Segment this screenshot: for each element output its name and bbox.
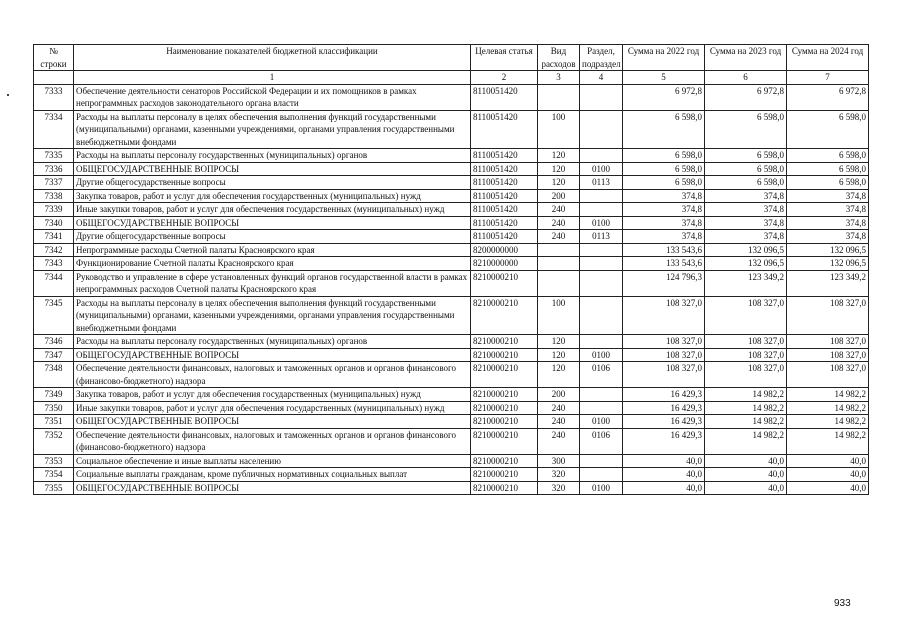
expense-type-code: 320 — [538, 468, 580, 482]
section-code: 0100 — [580, 481, 623, 495]
sum-2022: 16 429,3 — [623, 415, 705, 429]
indicator-name: Другие общегосударственные вопросы — [74, 230, 471, 244]
expense-type-code: 120 — [538, 176, 580, 190]
target-item-code: 8210000210 — [471, 415, 538, 429]
expense-type-code: 120 — [538, 348, 580, 362]
column-number: 6 — [705, 71, 787, 85]
table-row — [34, 468, 869, 482]
sum-2022: 374,8 — [623, 216, 705, 230]
sum-2023: 374,8 — [705, 203, 787, 217]
sum-2024: 6 598,0 — [787, 162, 869, 176]
row-number: 7341 — [34, 230, 74, 244]
row-number: 7355 — [34, 481, 74, 495]
sum-2024: 374,8 — [787, 189, 869, 203]
sum-2023: 6 972,8 — [705, 84, 787, 110]
sum-2023: 14 982,2 — [705, 388, 787, 402]
expense-type-code: 240 — [538, 203, 580, 217]
row-number: 7346 — [34, 335, 74, 349]
row-number: 7349 — [34, 388, 74, 402]
indicator-name: Социальное обеспечение и иные выплаты населению — [74, 454, 471, 468]
sum-2024: 108 327,0 — [787, 348, 869, 362]
header-expense-type: Вид расходов — [538, 45, 580, 71]
expense-type-code: 100 — [538, 110, 580, 149]
row-number: 7339 — [34, 203, 74, 217]
indicator-name: Расходы на выплаты персоналу государственных (муниципальных) органов — [74, 335, 471, 349]
indicator-name: ОБЩЕГОСУДАРСТВЕННЫЕ ВОПРОСЫ — [74, 348, 471, 362]
expense-type-code: 320 — [538, 481, 580, 495]
section-code — [580, 401, 623, 415]
target-item-code: 8110051420 — [471, 216, 538, 230]
sum-2022: 16 429,3 — [623, 428, 705, 454]
sum-2022: 108 327,0 — [623, 335, 705, 349]
indicator-name: Расходы на выплаты персоналу в целях обеспечения выполнения функций государственными (муниципальными) органами, казенными учреждениями, органами управления государственными внебюджетными фондами — [74, 296, 471, 335]
table-row — [34, 189, 869, 203]
row-number: 7354 — [34, 468, 74, 482]
sum-2022: 6 972,8 — [623, 84, 705, 110]
section-code: 0106 — [580, 428, 623, 454]
expense-type-code: 240 — [538, 428, 580, 454]
section-code — [580, 149, 623, 163]
sum-2022: 108 327,0 — [623, 362, 705, 388]
sum-2023: 40,0 — [705, 468, 787, 482]
sum-2022: 6 598,0 — [623, 162, 705, 176]
column-number: 5 — [623, 71, 705, 85]
section-code: 0100 — [580, 348, 623, 362]
sum-2023: 6 598,0 — [705, 110, 787, 149]
table-row — [34, 481, 869, 495]
row-number: 7350 — [34, 401, 74, 415]
indicator-name: Обеспечение деятельности сенаторов Российской Федерации и их помощников в рамках непрограммных расходов законодательного органа власти — [74, 84, 471, 110]
expense-type-code — [538, 270, 580, 296]
row-number: 7345 — [34, 296, 74, 335]
table-row — [34, 335, 869, 349]
row-number: 7351 — [34, 415, 74, 429]
target-item-code: 8110051420 — [471, 84, 538, 110]
expense-type-code: 240 — [538, 415, 580, 429]
sum-2022: 40,0 — [623, 481, 705, 495]
table-row — [34, 257, 869, 271]
sum-2024: 14 982,2 — [787, 428, 869, 454]
target-item-code: 8110051420 — [471, 203, 538, 217]
header-target-item: Целевая статья — [471, 45, 538, 71]
indicator-name: ОБЩЕГОСУДАРСТВЕННЫЕ ВОПРОСЫ — [74, 216, 471, 230]
row-number: 7335 — [34, 149, 74, 163]
header-sum-2024: Сумма на 2024 год — [787, 45, 869, 71]
sum-2022: 6 598,0 — [623, 149, 705, 163]
expense-type-code: 240 — [538, 230, 580, 244]
indicator-name: Обеспечение деятельности финансовых, налоговых и таможенных органов и органов финансового (финансово-бюджетного) надзора — [74, 428, 471, 454]
indicator-name: ОБЩЕГОСУДАРСТВЕННЫЕ ВОПРОСЫ — [74, 481, 471, 495]
sum-2023: 6 598,0 — [705, 176, 787, 190]
sum-2023: 132 096,5 — [705, 243, 787, 257]
target-item-code: 8210000210 — [471, 335, 538, 349]
sum-2024: 132 096,5 — [787, 257, 869, 271]
sum-2023: 374,8 — [705, 189, 787, 203]
sum-2022: 6 598,0 — [623, 176, 705, 190]
row-number: 7337 — [34, 176, 74, 190]
indicator-name: Иные закупки товаров, работ и услуг для обеспечения государственных (муниципальных) нужд — [74, 401, 471, 415]
table-row — [34, 110, 869, 149]
table-row — [34, 176, 869, 190]
expense-type-code: 240 — [538, 401, 580, 415]
indicator-name: ОБЩЕГОСУДАРСТВЕННЫЕ ВОПРОСЫ — [74, 162, 471, 176]
sum-2024: 40,0 — [787, 454, 869, 468]
sum-2024: 374,8 — [787, 216, 869, 230]
sum-2023: 14 982,2 — [705, 415, 787, 429]
header-sum-2022: Сумма на 2022 год — [623, 45, 705, 71]
sum-2024: 40,0 — [787, 468, 869, 482]
section-code — [580, 203, 623, 217]
sum-2023: 6 598,0 — [705, 149, 787, 163]
target-item-code: 8110051420 — [471, 176, 538, 190]
sum-2024: 108 327,0 — [787, 296, 869, 335]
sum-2022: 16 429,3 — [623, 388, 705, 402]
section-code: 0100 — [580, 415, 623, 429]
indicator-name: Социальные выплаты гражданам, кроме публичных нормативных социальных выплат — [74, 468, 471, 482]
sum-2023: 108 327,0 — [705, 335, 787, 349]
table-row — [34, 415, 869, 429]
row-number: 7342 — [34, 243, 74, 257]
expense-type-code: 200 — [538, 189, 580, 203]
target-item-code: 8200000000 — [471, 243, 538, 257]
expense-type-code: 100 — [538, 296, 580, 335]
table-row — [34, 84, 869, 110]
expense-type-code: 240 — [538, 216, 580, 230]
sum-2023: 123 349,2 — [705, 270, 787, 296]
target-item-code: 8210000210 — [471, 348, 538, 362]
sum-2024: 40,0 — [787, 481, 869, 495]
budget-sheet — [33, 44, 869, 495]
target-item-code: 8210000210 — [471, 468, 538, 482]
header-section: Раздел, подраздел — [580, 45, 623, 71]
table-row — [34, 362, 869, 388]
section-code — [580, 468, 623, 482]
target-item-code: 8210000210 — [471, 362, 538, 388]
indicator-name: Другие общегосударственные вопросы — [74, 176, 471, 190]
expense-type-code: 120 — [538, 362, 580, 388]
target-item-code: 8110051420 — [471, 149, 538, 163]
section-code — [580, 335, 623, 349]
row-number: 7352 — [34, 428, 74, 454]
section-code: 0106 — [580, 362, 623, 388]
sum-2024: 132 096,5 — [787, 243, 869, 257]
target-item-code: 8210000210 — [471, 270, 538, 296]
table-row — [34, 296, 869, 335]
table-row — [34, 149, 869, 163]
target-item-code: 8210000210 — [471, 481, 538, 495]
indicator-name: Закупка товаров, работ и услуг для обеспечения государственных (муниципальных) нужд — [74, 388, 471, 402]
column-number: 3 — [538, 71, 580, 85]
column-number: 4 — [580, 71, 623, 85]
sum-2024: 123 349,2 — [787, 270, 869, 296]
sum-2024: 14 982,2 — [787, 388, 869, 402]
expense-type-code: 120 — [538, 162, 580, 176]
column-number: 1 — [74, 71, 471, 85]
sum-2022: 374,8 — [623, 189, 705, 203]
table-row — [34, 203, 869, 217]
section-code: 0113 — [580, 230, 623, 244]
sum-2024: 6 598,0 — [787, 110, 869, 149]
row-number: 7340 — [34, 216, 74, 230]
table-row — [34, 216, 869, 230]
sum-2022: 6 598,0 — [623, 110, 705, 149]
target-item-code: 8210000210 — [471, 388, 538, 402]
table-row — [34, 348, 869, 362]
sum-2024: 6 972,8 — [787, 84, 869, 110]
sum-2023: 40,0 — [705, 481, 787, 495]
table-row — [34, 428, 869, 454]
sum-2024: 374,8 — [787, 203, 869, 217]
expense-type-code: 120 — [538, 149, 580, 163]
indicator-name: Функционирование Счетной палаты Красноярского края — [74, 257, 471, 271]
header-row-number: № строки — [34, 45, 74, 71]
sum-2023: 14 982,2 — [705, 401, 787, 415]
section-code — [580, 257, 623, 271]
row-number: 7343 — [34, 257, 74, 271]
section-code — [580, 454, 623, 468]
sum-2022: 374,8 — [623, 203, 705, 217]
table-row — [34, 230, 869, 244]
row-number: 7334 — [34, 110, 74, 149]
target-item-code: 8110051420 — [471, 189, 538, 203]
column-number-row — [34, 71, 869, 85]
sum-2024: 6 598,0 — [787, 149, 869, 163]
table-row — [34, 270, 869, 296]
target-item-code: 8110051420 — [471, 230, 538, 244]
scan-dot — [7, 94, 9, 96]
header-sum-2023: Сумма на 2023 год — [705, 45, 787, 71]
indicator-name: Закупка товаров, работ и услуг для обеспечения государственных (муниципальных) нужд — [74, 189, 471, 203]
table-row — [34, 243, 869, 257]
row-number: 7348 — [34, 362, 74, 388]
sum-2023: 132 096,5 — [705, 257, 787, 271]
sum-2024: 374,8 — [787, 230, 869, 244]
budget-table — [33, 44, 869, 495]
target-item-code: 8210000000 — [471, 257, 538, 271]
sum-2022: 108 327,0 — [623, 296, 705, 335]
sum-2022: 40,0 — [623, 454, 705, 468]
row-number: 7353 — [34, 454, 74, 468]
indicator-name: Расходы на выплаты персоналу государственных (муниципальных) органов — [74, 149, 471, 163]
expense-type-code: 200 — [538, 388, 580, 402]
table-row — [34, 388, 869, 402]
target-item-code: 8110051420 — [471, 110, 538, 149]
section-code — [580, 243, 623, 257]
table-body — [34, 84, 869, 495]
row-number: 7344 — [34, 270, 74, 296]
sum-2024: 108 327,0 — [787, 335, 869, 349]
target-item-code: 8210000210 — [471, 401, 538, 415]
sum-2023: 40,0 — [705, 454, 787, 468]
sum-2022: 124 796,3 — [623, 270, 705, 296]
section-code: 0113 — [580, 176, 623, 190]
table-row — [34, 162, 869, 176]
section-code — [580, 270, 623, 296]
sum-2023: 374,8 — [705, 230, 787, 244]
sum-2024: 14 982,2 — [787, 401, 869, 415]
expense-type-code — [538, 84, 580, 110]
row-number: 7336 — [34, 162, 74, 176]
sum-2023: 14 982,2 — [705, 428, 787, 454]
sum-2022: 16 429,3 — [623, 401, 705, 415]
sum-2022: 108 327,0 — [623, 348, 705, 362]
indicator-name: Непрограммные расходы Счетной палаты Красноярского края — [74, 243, 471, 257]
expense-type-code: 120 — [538, 335, 580, 349]
expense-type-code: 300 — [538, 454, 580, 468]
column-number: 2 — [471, 71, 538, 85]
sum-2023: 374,8 — [705, 216, 787, 230]
indicator-name: Обеспечение деятельности финансовых, налоговых и таможенных органов и органов финансового (финансово-бюджетного) надзора — [74, 362, 471, 388]
sum-2024: 6 598,0 — [787, 176, 869, 190]
header-indicator-name: Наименование показателей бюджетной классификации — [74, 45, 471, 71]
sum-2024: 14 982,2 — [787, 415, 869, 429]
page-number: 933 — [834, 598, 851, 609]
sum-2023: 108 327,0 — [705, 348, 787, 362]
indicator-name: Расходы на выплаты персоналу в целях обеспечения выполнения функций государственными (муниципальными) органами, казенными учреждениями, органами управления государственными внебюджетными фондами — [74, 110, 471, 149]
sum-2022: 374,8 — [623, 230, 705, 244]
target-item-code: 8210000210 — [471, 454, 538, 468]
section-code: 0100 — [580, 216, 623, 230]
target-item-code: 8210000210 — [471, 296, 538, 335]
expense-type-code — [538, 257, 580, 271]
sum-2022: 40,0 — [623, 468, 705, 482]
sum-2024: 108 327,0 — [787, 362, 869, 388]
section-code — [580, 189, 623, 203]
table-row — [34, 401, 869, 415]
section-code — [580, 110, 623, 149]
section-code — [580, 296, 623, 335]
table-header-row — [34, 45, 869, 71]
indicator-name: Руководство и управление в сфере установленных функций органов государственной власти в рамках непрограммных расходов Счетной палаты Красноярского края — [74, 270, 471, 296]
target-item-code: 8210000210 — [471, 428, 538, 454]
sum-2023: 108 327,0 — [705, 296, 787, 335]
indicator-name: ОБЩЕГОСУДАРСТВЕННЫЕ ВОПРОСЫ — [74, 415, 471, 429]
row-number: 7338 — [34, 189, 74, 203]
row-number: 7333 — [34, 84, 74, 110]
table-row — [34, 454, 869, 468]
target-item-code: 8110051420 — [471, 162, 538, 176]
expense-type-code — [538, 243, 580, 257]
column-number: 7 — [787, 71, 869, 85]
section-code — [580, 388, 623, 402]
row-number: 7347 — [34, 348, 74, 362]
sum-2023: 6 598,0 — [705, 162, 787, 176]
indicator-name: Иные закупки товаров, работ и услуг для обеспечения государственных (муниципальных) нужд — [74, 203, 471, 217]
section-code — [580, 84, 623, 110]
sum-2022: 133 543,6 — [623, 257, 705, 271]
section-code: 0100 — [580, 162, 623, 176]
sum-2023: 108 327,0 — [705, 362, 787, 388]
sum-2022: 133 543,6 — [623, 243, 705, 257]
